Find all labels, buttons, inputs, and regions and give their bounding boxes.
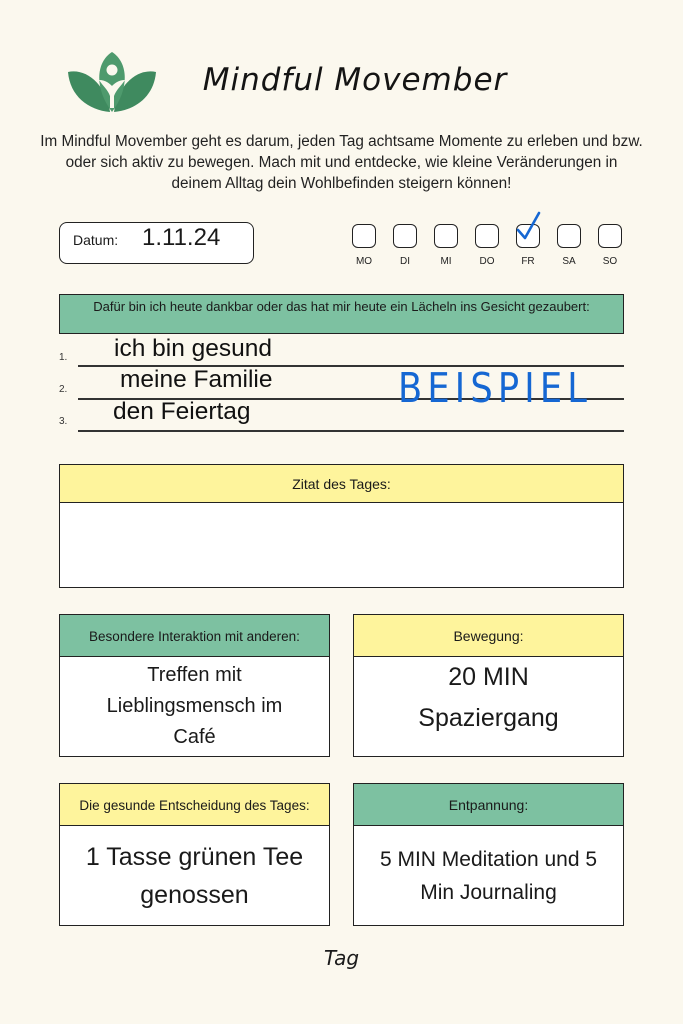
healthy-heading: Die gesunde Entscheidung des Tages:: [59, 783, 330, 827]
list-number: 2.: [59, 384, 68, 395]
gratitude-heading: Dafür bin ich heute dankbar oder das hat mir heute ein Lächeln ins Gesicht gezaubert:: [59, 294, 624, 334]
intro-text: Im Mindful Movember geht es darum, jeden Tag achtsame Momente zu erleben und bzw. oder sich aktiv zu bewegen. Mach mit und entdecke, wie kleine Veränderungen in deinem Alltag dein Wohlbefinden steigern können!: [40, 133, 643, 192]
weekday-do[interactable]: [475, 224, 499, 272]
weekday-mi[interactable]: [434, 224, 458, 272]
weekday-so[interactable]: [598, 224, 622, 272]
page-title: Mindful Movember: [202, 62, 508, 98]
quote-field[interactable]: [59, 502, 624, 588]
movement-field[interactable]: 20 MIN Spaziergang: [353, 656, 624, 757]
interaction-heading: Besondere Interaktion mit anderen:: [59, 614, 330, 658]
weekday-sa[interactable]: [557, 224, 581, 272]
list-number: 3.: [59, 416, 68, 427]
weekday-mo[interactable]: [352, 224, 376, 272]
weekday-label: SA: [562, 256, 576, 267]
date-label: Datum:: [73, 232, 119, 248]
healthy-field[interactable]: 1 Tasse grünen Tee genossen: [59, 825, 330, 926]
checkbox[interactable]: [434, 224, 458, 248]
relax-heading: Entpannung:: [353, 783, 624, 827]
weekday-di[interactable]: [393, 224, 417, 272]
gratitude-item[interactable]: ich bin gesund: [114, 335, 273, 362]
checkmark-icon: [512, 210, 544, 244]
date-value: 1.11.24: [142, 224, 221, 251]
footer-label: Tag: [323, 946, 360, 970]
movement-heading: Bewegung:: [353, 614, 624, 658]
weekday-label: SO: [602, 256, 618, 267]
checkbox[interactable]: [393, 224, 417, 248]
checkbox[interactable]: [475, 224, 499, 248]
checkbox[interactable]: [557, 224, 581, 248]
weekday-label: DO: [479, 256, 495, 267]
weekday-label: MO: [355, 256, 373, 267]
example-stamp: BEISPIEL: [398, 364, 593, 412]
gratitude-item[interactable]: meine Familie: [120, 366, 273, 393]
lotus-person-icon: [66, 50, 158, 114]
list-number: 1.: [59, 352, 68, 363]
weekday-label: MI: [440, 256, 452, 267]
relax-field[interactable]: 5 MIN Meditation und 5 Min Journaling: [353, 825, 624, 926]
weekday-fr[interactable]: [516, 224, 540, 272]
checkbox[interactable]: [598, 224, 622, 248]
gratitude-item[interactable]: den Feiertag: [113, 398, 251, 425]
interaction-field[interactable]: Treffen mit Lieblingsmensch im Café: [59, 656, 330, 757]
writing-line: [78, 430, 624, 432]
quote-heading: Zitat des Tages:: [59, 464, 624, 504]
weekday-label: FR: [521, 256, 535, 267]
weekday-label: DI: [400, 256, 410, 267]
checkbox[interactable]: [352, 224, 376, 248]
